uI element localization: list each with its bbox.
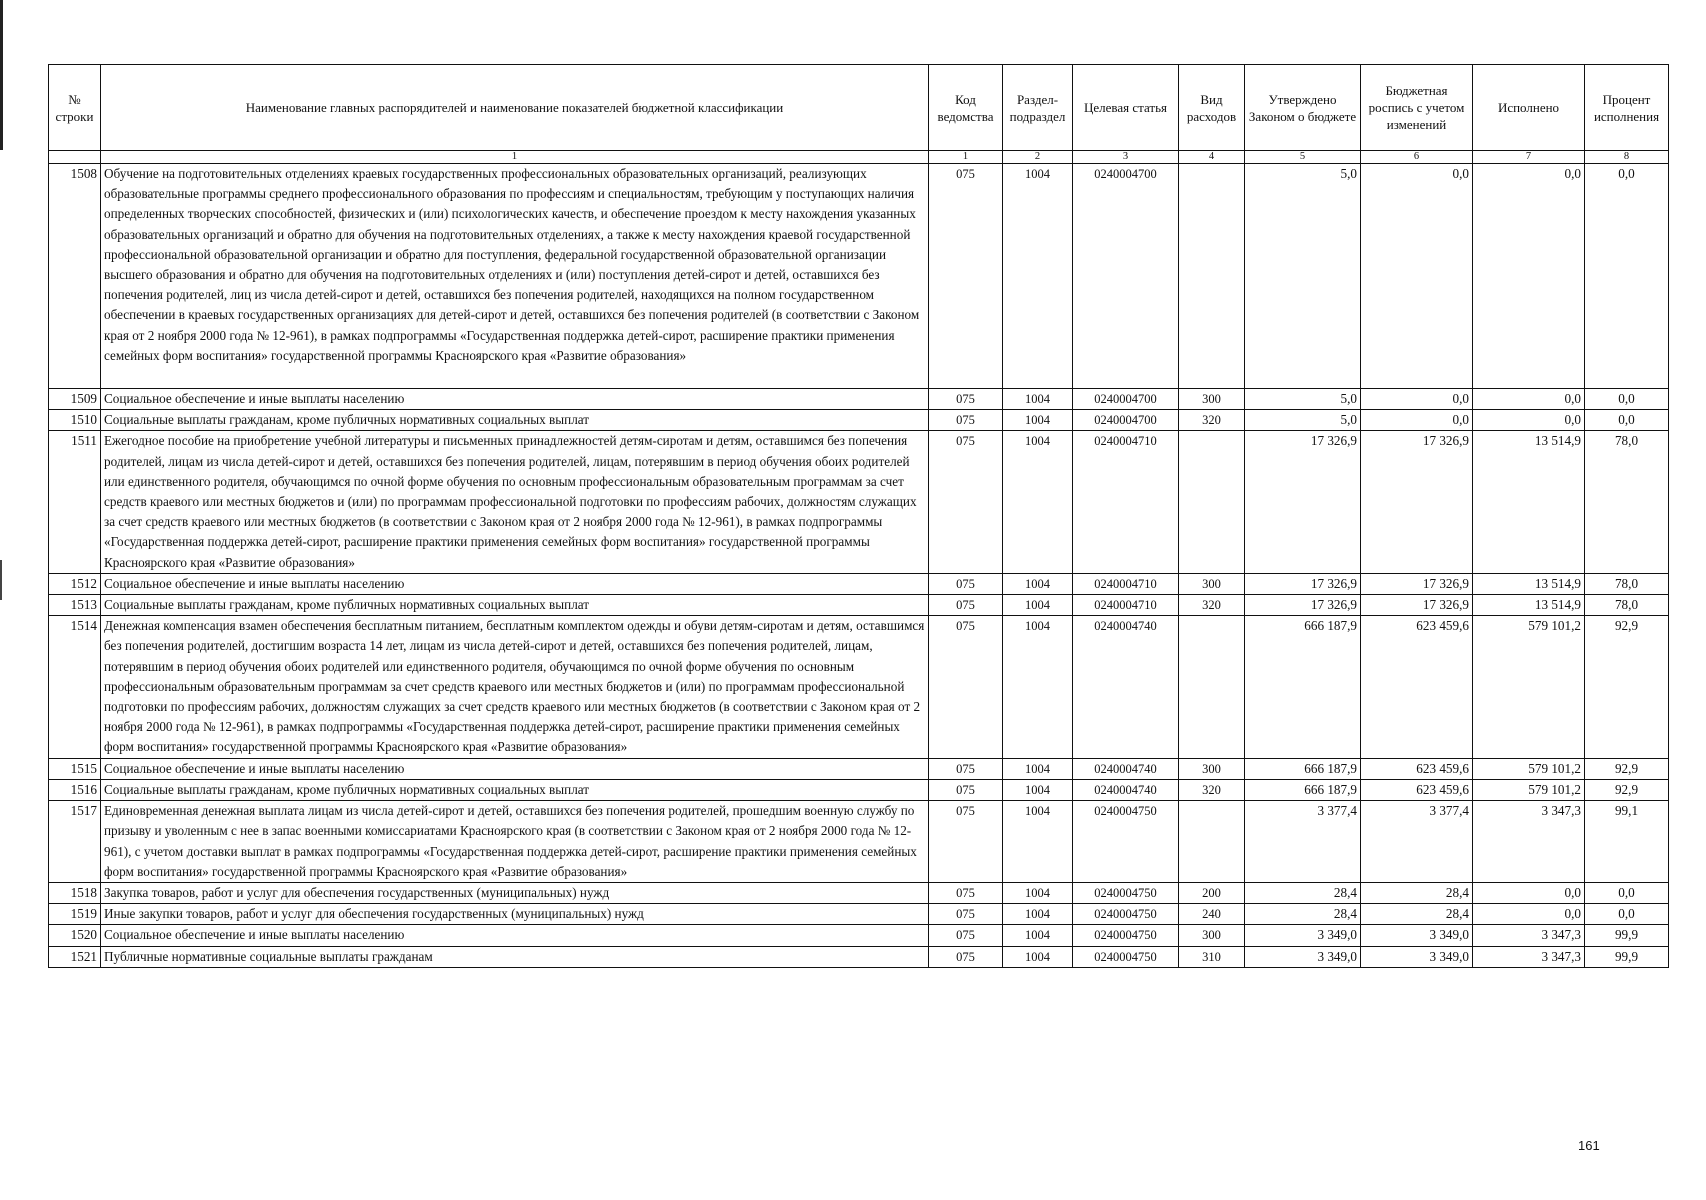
row-number: 1508 [49, 164, 101, 389]
row-expense-type: 300 [1179, 758, 1245, 779]
row-dept-code: 075 [929, 164, 1003, 389]
row-percent: 99,1 [1585, 801, 1669, 883]
table-row [49, 389, 1669, 410]
row-approved: 5,0 [1245, 389, 1361, 410]
table-row [49, 431, 1669, 573]
column-number: 4 [1179, 151, 1245, 164]
row-expense-type: 240 [1179, 904, 1245, 925]
row-approved: 3 349,0 [1245, 925, 1361, 946]
row-name: Публичные нормативные социальные выплаты гражданам [101, 946, 929, 967]
row-executed: 3 347,3 [1473, 946, 1585, 967]
row-number: 1518 [49, 882, 101, 903]
row-number: 1512 [49, 573, 101, 594]
row-schedule: 3 349,0 [1361, 925, 1473, 946]
row-number: 1513 [49, 595, 101, 616]
column-number: 3 [1073, 151, 1179, 164]
row-target-article: 0240004740 [1073, 616, 1179, 758]
row-target-article: 0240004700 [1073, 389, 1179, 410]
row-schedule: 28,4 [1361, 882, 1473, 903]
row-dept-code: 075 [929, 801, 1003, 883]
scan-edge-mark [0, 0, 3, 150]
header-row [49, 65, 1669, 151]
row-expense-type: 300 [1179, 925, 1245, 946]
row-schedule: 17 326,9 [1361, 595, 1473, 616]
table-row [49, 164, 1669, 389]
row-expense-type: 320 [1179, 779, 1245, 800]
scan-edge-mark [0, 560, 2, 600]
row-target-article: 0240004710 [1073, 431, 1179, 573]
row-executed: 13 514,9 [1473, 431, 1585, 573]
row-section: 1004 [1003, 904, 1073, 925]
row-name: Денежная компенсация взамен обеспечения бесплатным питанием, бесплатным комплектом одежды и обуви детям-сиротам и детям, оставшимся без попечения родителей, достигшим возраста 14 лет, лицам из числа детей-сирот и детей, оставшихся без попечения родителей, лицам, потерявшим в период обучения обоих родителей или единственного родителя, обучающимся по очной форме обучения по основным профессиональным образовательным программам за счет средств краевого или местных бюджетов и (или) по программам профессиональной подготовки по профессиям рабочих, должностям служащих за счет средств краевого или местных бюджетов (в соответствии с Законом края от 2 ноября 2000 года № 12-961), в рамках подпрограммы «Государственная поддержка детей-сирот, расширение практики применения семейных форм воспитания» государственной программы Красноярского края «Развитие образования» [101, 616, 929, 758]
row-number: 1509 [49, 389, 101, 410]
row-name: Закупка товаров, работ и услуг для обеспечения государственных (муниципальных) нужд [101, 882, 929, 903]
row-percent: 0,0 [1585, 410, 1669, 431]
row-number: 1514 [49, 616, 101, 758]
row-executed: 0,0 [1473, 164, 1585, 389]
row-expense-type [1179, 431, 1245, 573]
row-section: 1004 [1003, 573, 1073, 594]
row-percent: 99,9 [1585, 925, 1669, 946]
row-schedule: 3 349,0 [1361, 946, 1473, 967]
row-section: 1004 [1003, 410, 1073, 431]
row-name: Социальное обеспечение и иные выплаты населению [101, 925, 929, 946]
row-target-article: 0240004700 [1073, 410, 1179, 431]
row-executed: 579 101,2 [1473, 616, 1585, 758]
header-schedule: Бюджетная роспись с учетом изменений [1361, 65, 1473, 151]
column-number: 7 [1473, 151, 1585, 164]
column-number [49, 151, 101, 164]
column-number: 5 [1245, 151, 1361, 164]
header-section: Раздел-подраздел [1003, 65, 1073, 151]
row-target-article: 0240004750 [1073, 882, 1179, 903]
row-percent: 0,0 [1585, 389, 1669, 410]
row-dept-code: 075 [929, 389, 1003, 410]
row-name: Социальные выплаты гражданам, кроме публичных нормативных социальных выплат [101, 410, 929, 431]
row-target-article: 0240004750 [1073, 946, 1179, 967]
row-section: 1004 [1003, 946, 1073, 967]
row-number: 1515 [49, 758, 101, 779]
row-target-article: 0240004710 [1073, 573, 1179, 594]
table-row [49, 616, 1669, 758]
row-expense-type: 300 [1179, 389, 1245, 410]
header-executed: Исполнено [1473, 65, 1585, 151]
table-body [49, 151, 1669, 968]
row-name: Социальное обеспечение и иные выплаты населению [101, 573, 929, 594]
row-approved: 666 187,9 [1245, 758, 1361, 779]
row-schedule: 0,0 [1361, 410, 1473, 431]
row-approved: 17 326,9 [1245, 595, 1361, 616]
row-section: 1004 [1003, 882, 1073, 903]
row-name: Обучение на подготовительных отделениях краевых государственных профессиональных образовательных организаций, реализующих образовательные программы среднего профессионального образования по профессиям и специальностям, требующим у поступающих наличия определенных творческих способностей, физических и (или) психологических качеств, и обеспечение проездом к месту нахождения указанных образовательных организаций и обратно для обучения на подготовительных отделениях, а также к месту нахождения краевой государственной профессиональной образовательной организации и обратно для поступления, федеральной государственной образовательной организации высшего образования и обратно для обучения на подготовительных отделениях и (или) поступления детей-сирот и детей, оставшихся без попечения родителей, лиц из числа детей-сирот и детей, оставшихся без попечения родителей, находящихся на полном государственном обеспечении в краевых государственных организациях для детей-сирот и детей, оставшихся без попечения родителей (в соответствии с Законом края от 2 ноября 2000 года № 12-961), в рамках подпрограммы «Государственная поддержка детей-сирот, расширение практики применения семейных форм воспитания» государственной программы Красноярского края «Развитие образования» [101, 164, 929, 389]
row-schedule: 0,0 [1361, 164, 1473, 389]
row-dept-code: 075 [929, 904, 1003, 925]
row-section: 1004 [1003, 779, 1073, 800]
column-number: 1 [101, 151, 929, 164]
column-number: 8 [1585, 151, 1669, 164]
row-executed: 0,0 [1473, 904, 1585, 925]
row-percent: 0,0 [1585, 882, 1669, 903]
row-executed: 13 514,9 [1473, 573, 1585, 594]
row-approved: 666 187,9 [1245, 779, 1361, 800]
column-number: 2 [1003, 151, 1073, 164]
row-percent: 99,9 [1585, 946, 1669, 967]
header-expense-type: Вид расходов [1179, 65, 1245, 151]
row-number: 1519 [49, 904, 101, 925]
row-dept-code: 075 [929, 573, 1003, 594]
row-expense-type: 300 [1179, 573, 1245, 594]
column-number: 6 [1361, 151, 1473, 164]
row-number: 1516 [49, 779, 101, 800]
row-approved: 3 377,4 [1245, 801, 1361, 883]
row-number: 1517 [49, 801, 101, 883]
row-name: Социальные выплаты гражданам, кроме публичных нормативных социальных выплат [101, 595, 929, 616]
row-schedule: 3 377,4 [1361, 801, 1473, 883]
row-target-article: 0240004750 [1073, 904, 1179, 925]
row-dept-code: 075 [929, 779, 1003, 800]
column-number: 1 [929, 151, 1003, 164]
row-approved: 17 326,9 [1245, 431, 1361, 573]
row-percent: 92,9 [1585, 616, 1669, 758]
row-dept-code: 075 [929, 882, 1003, 903]
row-dept-code: 075 [929, 758, 1003, 779]
row-section: 1004 [1003, 758, 1073, 779]
row-dept-code: 075 [929, 616, 1003, 758]
row-section: 1004 [1003, 595, 1073, 616]
row-approved: 28,4 [1245, 882, 1361, 903]
table-row [49, 904, 1669, 925]
row-percent: 78,0 [1585, 573, 1669, 594]
row-name: Социальное обеспечение и иные выплаты населению [101, 758, 929, 779]
row-approved: 17 326,9 [1245, 573, 1361, 594]
header-target-article: Целевая статья [1073, 65, 1179, 151]
table-row [49, 779, 1669, 800]
row-section: 1004 [1003, 431, 1073, 573]
row-dept-code: 075 [929, 410, 1003, 431]
table-row [49, 925, 1669, 946]
row-executed: 579 101,2 [1473, 758, 1585, 779]
row-number: 1521 [49, 946, 101, 967]
row-target-article: 0240004750 [1073, 925, 1179, 946]
row-executed: 13 514,9 [1473, 595, 1585, 616]
row-section: 1004 [1003, 925, 1073, 946]
row-executed: 0,0 [1473, 389, 1585, 410]
row-name: Ежегодное пособие на приобретение учебной литературы и письменных принадлежностей детям-сиротам и детям, оставшимся без попечения родителей, лицам из числа детей-сирот и детей, оставшихся без попечения родителей, лицам, потерявшим в период обучения обоих родителей или единственного родителя, обучающимся по очной форме обучения по основным профессиональным образовательным программам за счет средств краевого или местных бюджетов и (или) по программам профессиональной подготовки по профессиям рабочих, должностям служащих за счет средств краевого или местных бюджетов (в соответствии с Законом края от 2 ноября 2000 года № 12-961), в рамках подпрограммы «Государственная поддержка детей-сирот, расширение практики применения семейных форм воспитания» государственной программы Красноярского края «Развитие образования» [101, 431, 929, 573]
row-number: 1510 [49, 410, 101, 431]
row-expense-type: 320 [1179, 410, 1245, 431]
row-dept-code: 075 [929, 925, 1003, 946]
row-schedule: 0,0 [1361, 389, 1473, 410]
row-schedule: 623 459,6 [1361, 616, 1473, 758]
table-row [49, 758, 1669, 779]
row-executed: 0,0 [1473, 882, 1585, 903]
row-approved: 666 187,9 [1245, 616, 1361, 758]
row-schedule: 28,4 [1361, 904, 1473, 925]
row-expense-type: 200 [1179, 882, 1245, 903]
row-target-article: 0240004740 [1073, 758, 1179, 779]
row-schedule: 623 459,6 [1361, 758, 1473, 779]
row-percent: 78,0 [1585, 431, 1669, 573]
row-percent: 0,0 [1585, 164, 1669, 389]
row-expense-type [1179, 616, 1245, 758]
header-row-no: № строки [49, 65, 101, 151]
row-schedule: 17 326,9 [1361, 573, 1473, 594]
header-dept-code: Код ведомства [929, 65, 1003, 151]
row-schedule: 17 326,9 [1361, 431, 1473, 573]
row-percent: 92,9 [1585, 779, 1669, 800]
row-approved: 5,0 [1245, 410, 1361, 431]
table-row [49, 573, 1669, 594]
row-target-article: 0240004710 [1073, 595, 1179, 616]
row-expense-type: 320 [1179, 595, 1245, 616]
budget-execution-table [48, 64, 1669, 968]
row-number: 1511 [49, 431, 101, 573]
header-percent: Процент исполнения [1585, 65, 1669, 151]
row-executed: 0,0 [1473, 410, 1585, 431]
row-name: Социальные выплаты гражданам, кроме публичных нормативных социальных выплат [101, 779, 929, 800]
row-section: 1004 [1003, 389, 1073, 410]
row-expense-type [1179, 801, 1245, 883]
row-executed: 3 347,3 [1473, 801, 1585, 883]
row-dept-code: 075 [929, 595, 1003, 616]
row-section: 1004 [1003, 801, 1073, 883]
row-approved: 28,4 [1245, 904, 1361, 925]
column-number-row [49, 151, 1669, 164]
row-dept-code: 075 [929, 431, 1003, 573]
table-row [49, 801, 1669, 883]
row-executed: 579 101,2 [1473, 779, 1585, 800]
page-number: 161 [1578, 1138, 1600, 1153]
header-approved: Утверждено Законом о бюджете [1245, 65, 1361, 151]
row-name: Социальное обеспечение и иные выплаты населению [101, 389, 929, 410]
table-row [49, 595, 1669, 616]
row-approved: 5,0 [1245, 164, 1361, 389]
row-name: Иные закупки товаров, работ и услуг для обеспечения государственных (муниципальных) нужд [101, 904, 929, 925]
row-schedule: 623 459,6 [1361, 779, 1473, 800]
row-name: Единовременная денежная выплата лицам из числа детей-сирот и детей, оставшихся без попечения родителей, прошедшим военную службу по призыву и уволенным с нее в запас военными комиссариатами Красноярского края (в соответствии с Законом края от 2 ноября 2000 года № 12-961), с учетом доставки выплат в рамках подпрограммы «Государственная поддержка детей-сирот, расширение практики применения семейных форм воспитания» государственной программы Красноярского края «Развитие образования» [101, 801, 929, 883]
row-expense-type: 310 [1179, 946, 1245, 967]
row-approved: 3 349,0 [1245, 946, 1361, 967]
row-dept-code: 075 [929, 946, 1003, 967]
row-executed: 3 347,3 [1473, 925, 1585, 946]
row-target-article: 0240004700 [1073, 164, 1179, 389]
row-section: 1004 [1003, 616, 1073, 758]
row-target-article: 0240004750 [1073, 801, 1179, 883]
row-expense-type [1179, 164, 1245, 389]
row-section: 1004 [1003, 164, 1073, 389]
row-percent: 78,0 [1585, 595, 1669, 616]
row-number: 1520 [49, 925, 101, 946]
table-row [49, 882, 1669, 903]
row-percent: 0,0 [1585, 904, 1669, 925]
table-row [49, 410, 1669, 431]
row-target-article: 0240004740 [1073, 779, 1179, 800]
header-name: Наименование главных распорядителей и наименование показателей бюджетной классификации [101, 65, 929, 151]
table-row [49, 946, 1669, 967]
row-percent: 92,9 [1585, 758, 1669, 779]
